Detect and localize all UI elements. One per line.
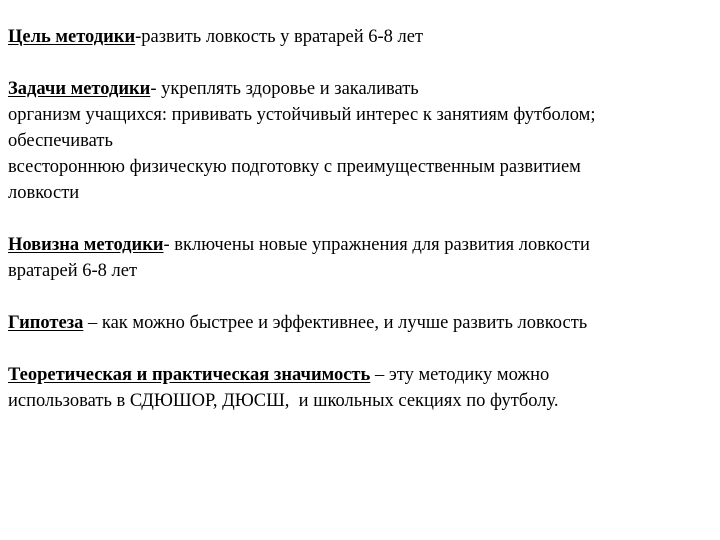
- significance-term: Теоретическая и практическая значимость: [8, 365, 371, 385]
- novelty-text-line-1: - включены новые упражнения для развития ловкости: [163, 235, 590, 255]
- tasks-text-line-3: обеспечивать: [8, 131, 113, 151]
- hypothesis-section: [8, 310, 712, 336]
- tasks-term: Задачи методики: [8, 79, 151, 99]
- hypothesis-term: Гипотеза: [8, 313, 84, 333]
- tasks-text-line-4: всестороннюю физическую подготовку с преимущественным развитием: [8, 157, 581, 177]
- goal-section: [8, 24, 712, 50]
- novelty-section: [8, 232, 712, 284]
- significance-text-line-1: – эту методику можно: [370, 365, 550, 385]
- goal-term: Цель методики: [8, 27, 136, 47]
- significance-section: [8, 362, 712, 414]
- tasks-text-line-2: организм учащихся: прививать устойчивый интерес к занятиям футболом;: [8, 105, 596, 125]
- tasks-text-line-1: - укреплять здоровье и закаливать: [150, 79, 419, 99]
- significance-text-line-2: использовать в СДЮШОР, ДЮСШ, и школьных секциях по футболу.: [8, 391, 559, 411]
- tasks-text-line-5: ловкости: [8, 183, 80, 203]
- tasks-section: [8, 76, 712, 206]
- novelty-term: Новизна методики: [8, 235, 164, 255]
- novelty-text-line-2: вратарей 6-8 лет: [8, 261, 138, 281]
- goal-text: -развить ловкость у вратарей 6-8 лет: [135, 27, 424, 47]
- hypothesis-text: – как можно быстрее и эффективнее, и лучше развить ловкость: [83, 313, 588, 333]
